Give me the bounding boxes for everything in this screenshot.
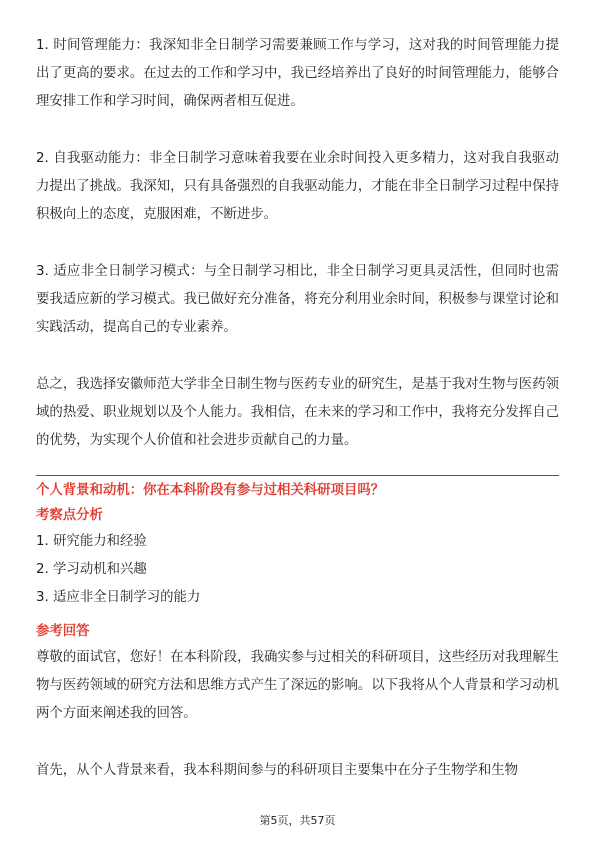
list-item: 3. 适应非全日制学习的能力 [36, 590, 201, 605]
reference-paragraph-background: 首先，从个人背景来看，我本科期间参与的科研项目主要集中在分子生物学和生物 [36, 763, 519, 778]
list-item: 1. 研究能力和经验 [36, 534, 147, 549]
paragraph-adapt-mode: 3. 适应非全日制学习模式：与全日制学习相比，非全日制学习更具灵活性，但同时也需要我适应新的学习模式。我已做好充分准备，将充分利用业余时间，积极参与课堂讨论和实践活动，提高自己的专业素养。 [36, 264, 559, 335]
question-heading: 个人背景和动机：你在本科阶段有参与过相关科研项目吗？ [36, 483, 385, 498]
reference-heading: 参考回答 [36, 624, 90, 639]
document-body [36, 32, 559, 785]
analysis-heading: 考察点分析 [36, 508, 103, 523]
paragraph-time-management: 1. 时间管理能力：我深知非全日制学习需要兼顾工作与学习，这对我的时间管理能力提出了更高的要求。在过去的工作和学习中，我已经培养出了良好的时间管理能力，能够合理安排工作和学习时间，确保两者相互促进。 [36, 38, 559, 109]
analysis-list [36, 528, 559, 612]
page-number: 第5页，共57页 [259, 814, 336, 827]
paragraph-summary: 总之，我选择安徽师范大学非全日制生物与医药专业的研究生，是基于我对生物与医药领域的热爱、职业规划以及个人能力。我相信，在未来的学习和工作中，我将充分发挥自己的优势，为实现个人价值和社会进步贡献自己的力量。 [36, 377, 559, 448]
paragraph-self-drive: 2. 自我驱动能力：非全日制学习意味着我要在业余时间投入更多精力，这对我自我驱动力提出了挑战。我深知，只有具备强烈的自我驱动能力，才能在非全日制学习过程中保持积极向上的态度，克服困难，不断进步。 [36, 151, 559, 222]
reference-paragraph-intro: 尊敬的面试官，您好！在本科阶段，我确实参与过相关的科研项目，这些经历对我理解生物与医药领域的研究方法和思维方式产生了深远的影响。以下我将从个人背景和学习动机两个方面来阐述我的回答。 [36, 650, 559, 721]
section-divider [36, 475, 559, 476]
list-item: 2. 学习动机和兴趣 [36, 562, 147, 577]
